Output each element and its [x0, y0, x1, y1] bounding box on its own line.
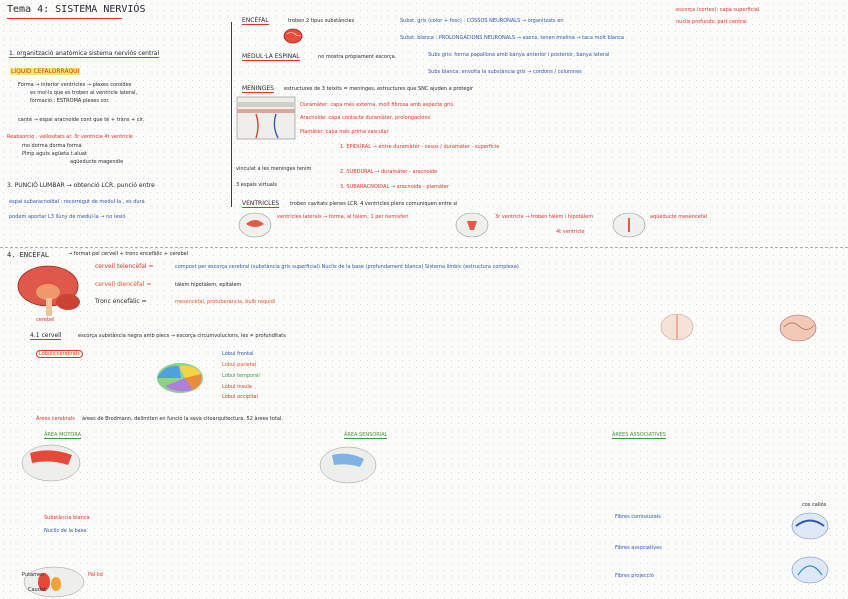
- area-motora: ÀREA MOTORA: [44, 432, 81, 438]
- vent-3: 3r ventricle → troben tàlem i hipotàlem: [495, 214, 594, 220]
- lcr-cante: canté → espai aracnoide cont que té + tràns + cir.: [18, 117, 145, 123]
- encefal-label: ENCÈFAL: [242, 17, 269, 24]
- brain-section-figure: [660, 313, 694, 341]
- lcr-forma-3: formació : ESTROMA plexes cor.: [30, 98, 110, 104]
- cos-callos: cos callós: [802, 502, 827, 508]
- reabsorcio-sub: mo dorma dorma forma: [22, 143, 82, 149]
- fibres-comissurals: Fibres comissurals: [615, 514, 661, 520]
- medula-text: no mostra pròpiament escorça.: [318, 54, 397, 60]
- fibres-projeccio: Fibres projecció: [615, 573, 654, 579]
- epidural: 1. EPIDURAL → entre duramàter - ossos / duramàter - superfície: [340, 144, 500, 150]
- reabsorcio-sub-3: aqüeducte magendie: [70, 159, 124, 165]
- section-divider: [0, 247, 848, 248]
- meninges-figure: [236, 96, 296, 140]
- reabsorcio: Reabsorció : vellositats ar. 3r ventricle 4t ventricle: [7, 134, 133, 140]
- meninges-text: estructures de 3 teixits = meninges, estructures que SNC ajuden a protegir: [284, 86, 474, 92]
- fibres-associatives: Fibres associatives: [615, 545, 662, 551]
- medula-gris: Subs gris: forma papallona amb banya anterior i posterior, banya lateral: [428, 52, 610, 58]
- escorca: escorça (cortex): capa superficial: [676, 7, 760, 13]
- cos-callos-figure: [790, 511, 830, 541]
- cervell-heading: 4.1 cervell: [30, 332, 62, 339]
- lobuls-label: Lòbuls cerebrals: [36, 352, 83, 358]
- ventricle-figure-3: [612, 212, 646, 238]
- org-heading: 1. organització anatòmica sistema nerviós central: [9, 50, 160, 57]
- cerebel: cerebel: [36, 317, 55, 323]
- subdural: 2. SUBDURAL → duramàter - aracnoide: [340, 169, 438, 175]
- palid: Pàl·lid: [88, 572, 103, 578]
- arees-text: àrees de Brodmann, delimiten en funció la seva citoarquitectura. 52 àrees total.: [82, 416, 283, 422]
- telencefal: cervell telencèfal =: [95, 263, 154, 270]
- nuclis: nuclis profunds: part central: [676, 19, 747, 25]
- caudat: Caudat: [28, 587, 46, 593]
- telencefal-text: compost per escorça cerebral (substància gris superficial) Nuclis de la base (profundament blanca) Sistema límbic (estructura complexa): [175, 264, 519, 270]
- lobul-frontal: Lòbul frontal: [222, 351, 254, 357]
- fibres-figure: [790, 555, 830, 585]
- nuclis-base: Nuclis de la base: [44, 528, 87, 534]
- sensory-area-figure: [318, 445, 378, 485]
- lcr-label: LÍQUID CEFALORRAQUI: [11, 68, 80, 75]
- page-title: Tema 4: SISTEMA NERVIÓS: [7, 4, 146, 15]
- medula-label: MEDUL·LA ESPINAL: [242, 53, 300, 60]
- lobul-parietal: Lòbul parietal: [222, 362, 257, 368]
- puncio-lumbar: 3. PUNCIÓ LUMBAR → obtenció LCR, punció entre: [7, 182, 155, 189]
- reabsorcio-sub-2: Plmp aguts agüeta t.aluat: [22, 151, 87, 157]
- aracnoide: Aracnoide: capa contacte duramàter, prolongacions: [300, 115, 431, 121]
- subaracnoidal: 3. SUBARACNOIDAL → aracnoide - piamàter: [340, 184, 450, 190]
- ventricles-text: troben cavitats plenes LCR. 4 ventricles plens comuniquen entre sí: [290, 201, 458, 207]
- diencefal-text: tàlem hipotàlem, epitàlem: [175, 282, 242, 288]
- encefal-heading: 4. ENCÈFAL: [7, 251, 50, 259]
- medula-blanca: Subs blanca: envolta la substància gris → cordons / columnes: [428, 69, 582, 75]
- ventricles-label: VENTRICLES: [242, 200, 280, 207]
- puncio-lumbar-2: espai subaracnoïdal : recorregut de medul·la , es dura: [9, 199, 145, 205]
- espais: 3 espais virtuals: [236, 182, 277, 188]
- tronc: Tronc encefàlic =: [95, 298, 147, 305]
- lcr-forma-2: es mol·ls que es troben al ventricle lateral,: [30, 90, 138, 96]
- vent-lateral: ventricles laterals → forma, al tàlem, 1 per hemisferi: [277, 214, 409, 220]
- aqueducte: aqüeducte mesencèfal: [650, 214, 708, 220]
- ventricle-figure-2: [455, 212, 489, 238]
- subs-gris: Subst. gris (color + fosc) : COSSOS NEURONALS → organitzats en: [400, 18, 564, 24]
- lobes-figure: [155, 360, 205, 396]
- vinculat: vinculat a les meninges tenim: [236, 166, 312, 172]
- encefal-heading-text: → format pel cervell + tronc encefàlic + cerebel: [68, 251, 189, 257]
- arees-label: Àrees cerebrals: [36, 416, 75, 422]
- brain-figure: [14, 262, 86, 320]
- connector-line: [231, 22, 232, 207]
- piamater: Piamàter: capa més prima vascular: [300, 129, 389, 135]
- cervell-text: escorça substància negra amb plecs → escorça circumvolucions, les ≠ profunditats: [78, 333, 286, 339]
- area-associatives: ÀREES ASSOCIATIVES: [612, 432, 666, 438]
- diencefal: cervell diencèfal =: [95, 281, 152, 288]
- subs-blanca: Subst. blanca : PROLONGACIONS NEURONALS → axons, tenen mielina → taca molt blanca: [400, 35, 625, 41]
- title-underline: [7, 18, 122, 19]
- lcr-forma: Forma → interior ventricles → plexes coroïdes: [18, 82, 132, 88]
- nuclis-base-figure: [22, 566, 86, 599]
- putamen: Putamen: [22, 572, 45, 578]
- substancia-blanca: Substància blanca: [44, 515, 90, 521]
- encefal-text: troben 2 tipus substàncies: [288, 18, 355, 24]
- brain-lateral-figure: [778, 313, 818, 343]
- duramater: Duramàter: capa més externa, molt fibrosa amb aspecte gris.: [300, 102, 455, 108]
- brain-icon: [283, 28, 303, 44]
- vent-4: 4t ventricle: [556, 229, 585, 235]
- lobul-occipital: Lòbul occipital: [222, 394, 259, 400]
- lobul-temporal: Lòbul temporal: [222, 373, 260, 379]
- lobul-insula: Lòbul ínsula: [222, 384, 252, 390]
- puncio-lumbar-3: podem aportar L3 lluny de medul·la → no lesió: [9, 214, 126, 220]
- motor-area-figure: [20, 443, 82, 483]
- area-sensorial: ÀREA SENSORIAL: [344, 432, 388, 438]
- ventricle-figure-1: [238, 212, 272, 238]
- meninges-label: MENINGES: [242, 85, 274, 92]
- tronc-text: mesencèfal, protuberància, bulb raquidi: [175, 299, 276, 305]
